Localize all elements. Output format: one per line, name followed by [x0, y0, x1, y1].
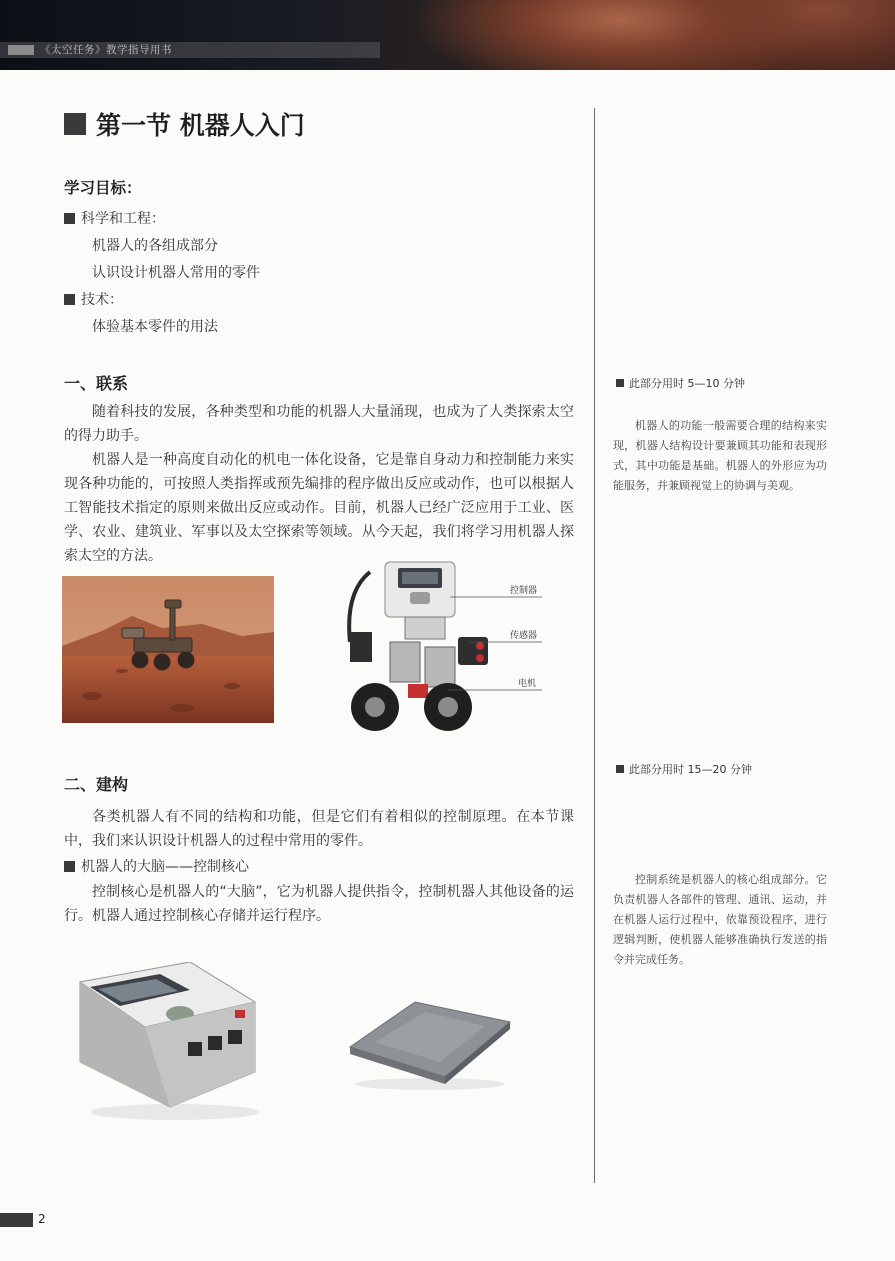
sidebar-para-1: 机器人的功能一般需要合理的结构来实现，机器人结构设计要兼顾其功能和表现形式，其中功能是基础。机器人的外形应为功能服务，并兼顾视觉上的协调与美观。 [613, 419, 827, 492]
bullet-square-icon [64, 861, 75, 872]
banner-mark [8, 45, 34, 55]
sidebar-note-1 [616, 375, 745, 391]
page-number: 2 [38, 1212, 46, 1226]
label-motor: 电机 [518, 679, 537, 689]
part2-para1: 各类机器人有不同的结构和功能，但是它们有着相似的控制原理。在本节课中，我们来认识设计机器人的过程中常用的零件。 [64, 809, 574, 849]
note-square-icon [616, 765, 624, 773]
book-title: 《太空任务》教学指导用书 [40, 44, 172, 56]
sidebar-note-2 [616, 761, 752, 777]
label-sensor: 传感器 [510, 631, 538, 641]
bullet-square-icon [64, 294, 75, 305]
ev3-brick-back-photo [345, 992, 515, 1092]
part2-title: 二、建构 [64, 775, 129, 794]
footer-bar [0, 1213, 33, 1227]
part2-para2: 控制核心是机器人的“大脑”，它为机器人提供指令，控制机器人其他设备的运行。机器人通过控制核心存储并运行程序。 [64, 884, 574, 924]
goal-item: 机器人的各组成部分 [92, 238, 218, 254]
section-heading [64, 106, 305, 142]
sidebar-note-1-text: 此部分用时 5—10 分钟 [629, 377, 745, 390]
goal-item: 体验基本零件的用法 [92, 319, 218, 335]
goal-tech-label: 技术： [81, 292, 123, 308]
part1-title: 一、联系 [64, 374, 129, 393]
note-square-icon [616, 379, 624, 387]
mars-rover-photo [62, 576, 274, 723]
robot-figure [330, 552, 545, 747]
goal-tech [64, 289, 123, 309]
part2-subtitle [64, 856, 249, 876]
goal-science [64, 208, 165, 228]
header-banner [0, 0, 895, 70]
goal-science-label: 科学和工程： [81, 211, 165, 227]
ev3-brick-front-photo [70, 962, 260, 1122]
sidebar-para-2: 控制系统是机器人的核心组成部分。它负责机器人各部件的管理、通讯、运动，并在机器人运行过程中，依靠预设程序，进行逻辑判断，使机器人能够准确执行发送的指令并完成任务。 [613, 873, 827, 966]
column-divider [594, 108, 595, 1183]
goals-title: 学习目标： [64, 179, 142, 197]
goal-item: 认识设计机器人常用的零件 [92, 265, 260, 281]
label-controller: 控制器 [510, 586, 538, 596]
part1-para2: 机器人是一种高度自动化的机电一体化设备，它是靠自身动力和控制能力来实现各种功能的，可按照人类指挥或预先编排的程序做出反应或动作，也可以根据人工智能技术指定的原则来做出反应或动作。目前，机器人已经广泛应用于工业、医学、农业、建筑业、军事以及太空探索等领域。从今天起，我们将学习用机器人探索太空的方法。 [64, 452, 574, 564]
section-title: 第一节 机器人入门 [96, 111, 305, 140]
part1-para1: 随着科技的发展，各种类型和功能的机器人大量涌现，也成为了人类探索太空的得力助手。 [64, 404, 574, 444]
part2-subtitle-text: 机器人的大脑——控制核心 [81, 859, 249, 875]
sidebar-note-2-text: 此部分用时 15—20 分钟 [629, 763, 752, 776]
heading-square-icon [64, 113, 86, 135]
bullet-square-icon [64, 213, 75, 224]
